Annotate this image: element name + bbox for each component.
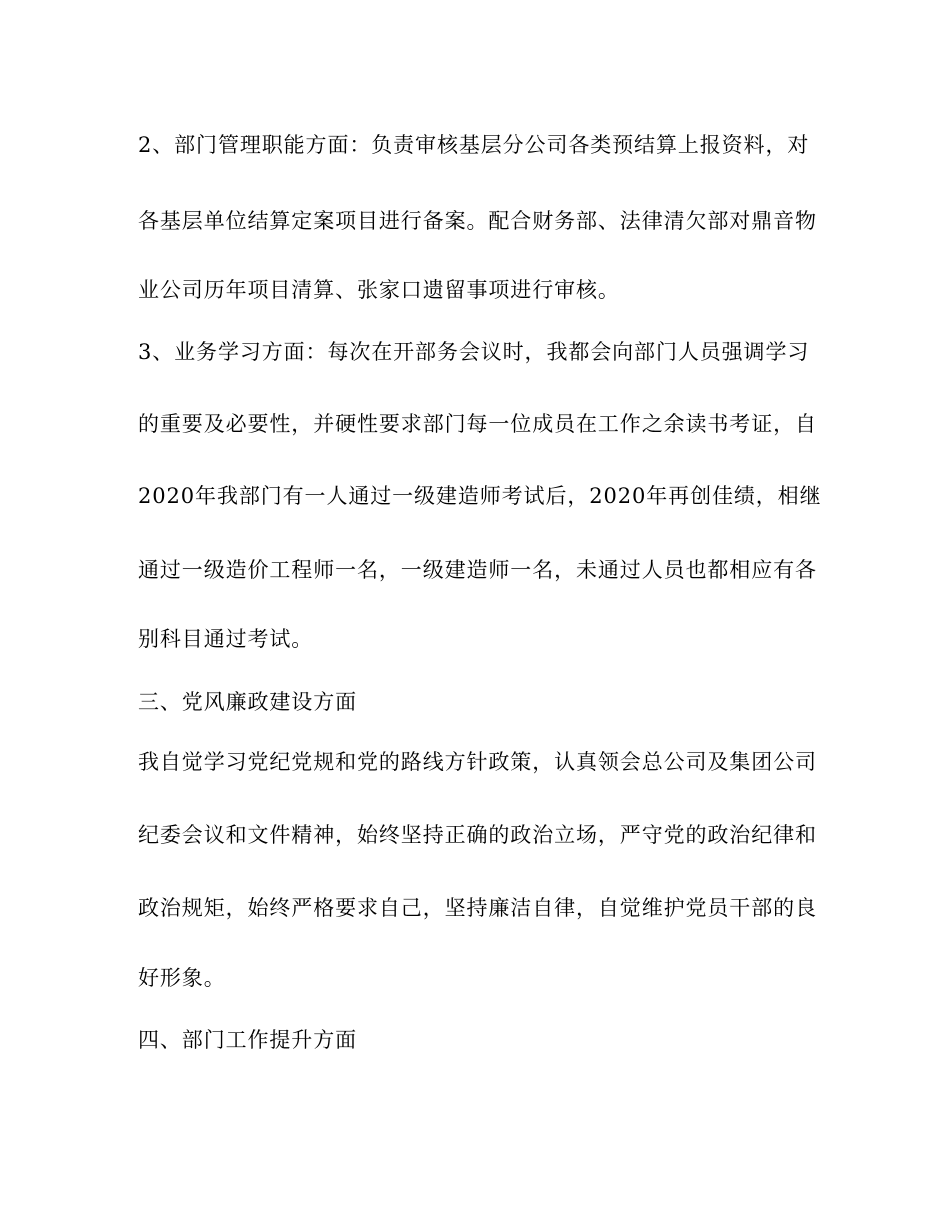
text-line: 业公司历年项目清算、张家口遗留事项进行审核。 — [138, 278, 620, 302]
section-heading: 四、部门工作提升方面 — [138, 1028, 357, 1052]
text-line: 政治规矩，始终严格要求自己，坚持廉洁自律，自觉维护党员干部的良 — [138, 896, 817, 920]
text-line: 2020年我部门有一人通过一级建造师考试后，2020年再创佳绩，相继 — [138, 484, 822, 508]
text-line: 2、部门管理职能方面：负责审核基层分公司各类预结算上报资料，对 — [138, 133, 810, 157]
text-line: 别科目通过考试。 — [138, 627, 314, 651]
text-line: 好形象。 — [138, 966, 226, 990]
text-line: 纪委会议和文件精神，始终坚持正确的政治立场，严守党的政治纪律和 — [138, 823, 817, 847]
text-line: 我自觉学习党纪党规和党的路线方针政策，认真领会总公司及集团公司 — [138, 750, 817, 774]
text-line: 各基层单位结算定案项目进行备案。配合财务部、法律清欠部对鼎音物 — [138, 209, 817, 233]
text-line: 的重要及必要性，并硬性要求部门每一位成员在工作之余读书考证，自 — [138, 412, 817, 436]
text-line: 通过一级造价工程师一名，一级建造师一名，未通过人员也都相应有各 — [138, 558, 817, 582]
section-heading: 三、党风廉政建设方面 — [138, 690, 357, 714]
text-line: 3、业务学习方面：每次在开部务会议时，我都会向部门人员强调学习 — [138, 340, 810, 364]
